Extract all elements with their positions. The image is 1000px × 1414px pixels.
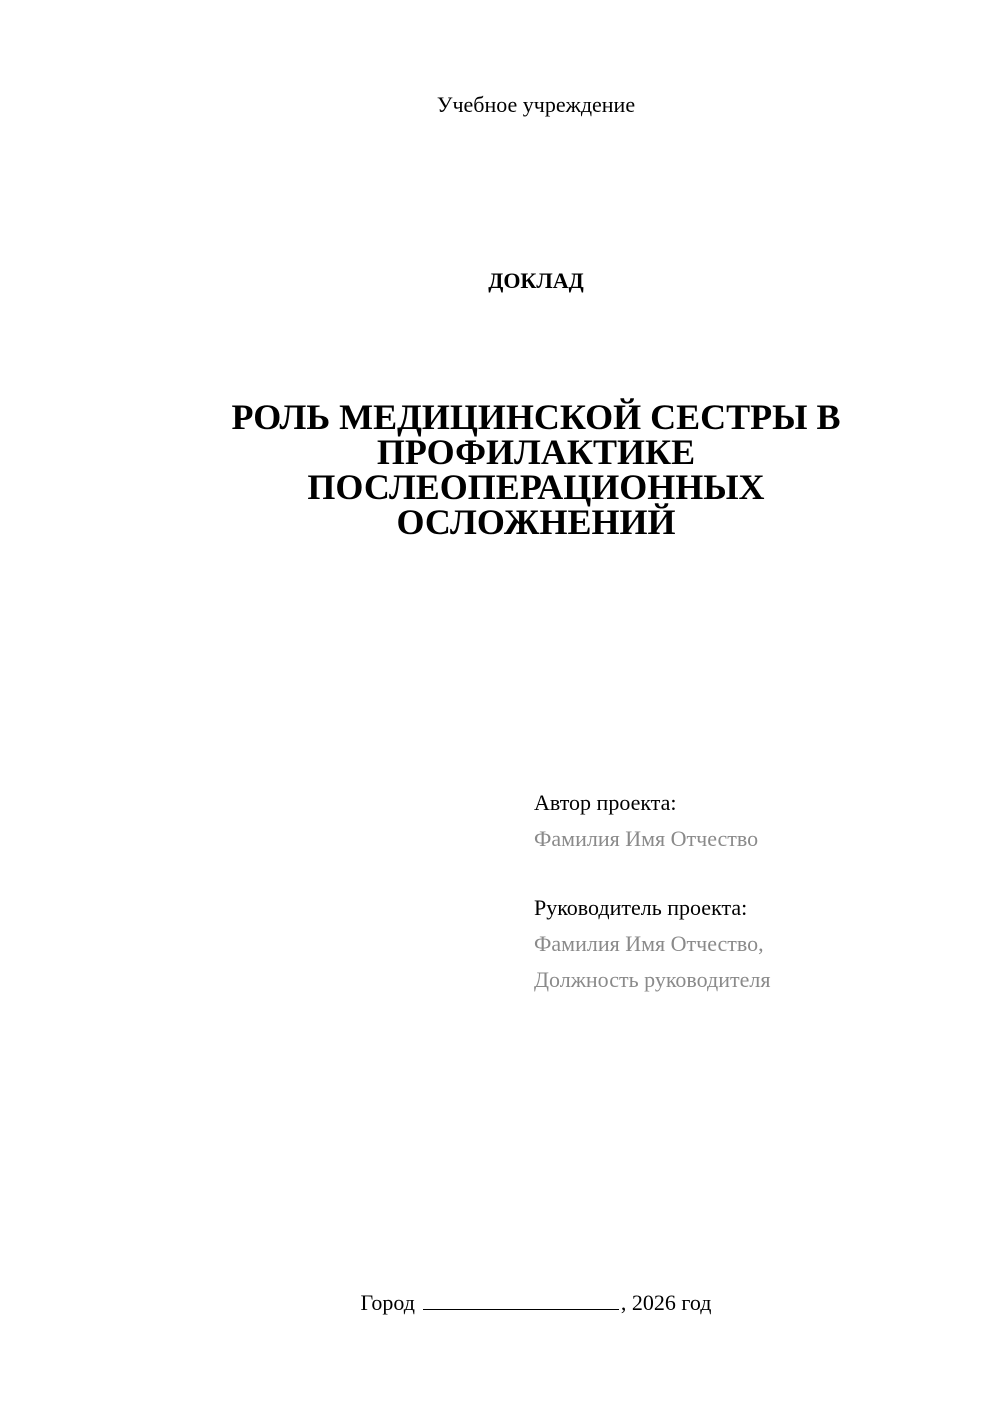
city-blank-line: [423, 1291, 619, 1310]
author-label: Автор проекта:: [534, 790, 677, 815]
title-line: РОЛЬ МЕДИЦИНСКОЙ СЕСТРЫ В: [231, 397, 841, 437]
supervisor-name: Фамилия Имя Отчество,: [534, 931, 764, 956]
title-line: ПРОФИЛАКТИКЕ: [376, 432, 696, 472]
title-line: ОСЛОЖНЕНИЙ: [396, 502, 676, 542]
city-label: Город: [360, 1290, 415, 1315]
document-type: ДОКЛАД: [488, 268, 584, 293]
author-block: [534, 785, 758, 857]
supervisor-label: Руководитель проекта:: [534, 895, 748, 920]
supervisor-position: Должность руководителя: [534, 967, 771, 992]
city-year-line: [0, 1290, 1000, 1316]
title-line: ПОСЛЕОПЕРАЦИОННЫХ: [307, 467, 765, 507]
author-name: Фамилия Имя Отчество: [534, 826, 759, 851]
document-title: [180, 397, 892, 542]
institution-name: Учебное учреждение: [436, 92, 636, 117]
supervisor-block: [534, 890, 770, 998]
year-text: , 2026 год: [620, 1290, 712, 1315]
